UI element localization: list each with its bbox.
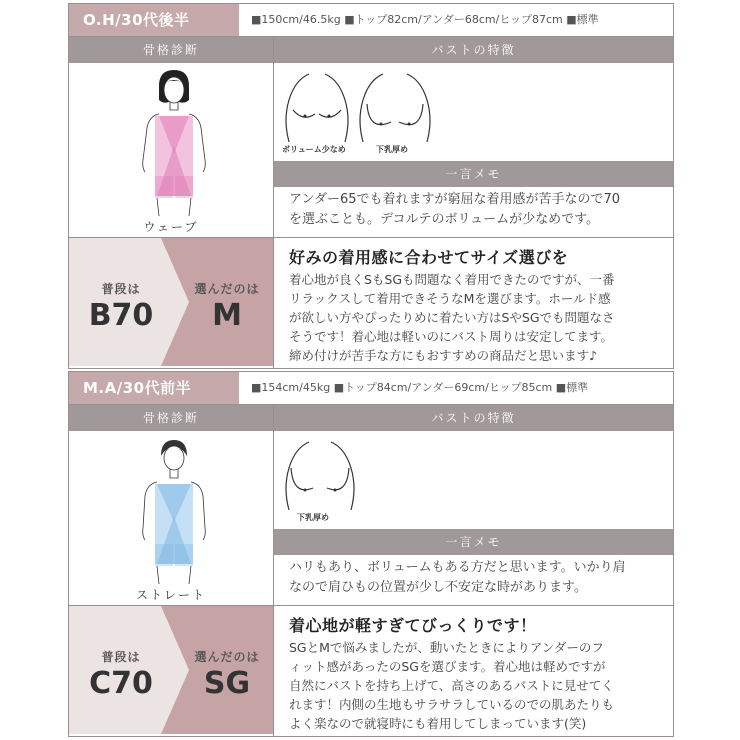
bust-label: バストの特徴: [274, 405, 673, 431]
chosen-label: 選んだのは: [194, 650, 260, 664]
usual-size: B70: [88, 298, 154, 333]
usual-label: 普段は: [101, 282, 141, 296]
memo-line: アンダー65でも着れますが窮屈な着用感が苦手なので70: [289, 192, 621, 207]
frame-type: ウェーブ: [143, 220, 199, 234]
body-figure-illustration: [129, 68, 219, 218]
review-line: そうです！着心地は軽いのにバスト周りは安定してます。: [289, 329, 614, 344]
reviewer-name: M.A/30代前半: [69, 372, 239, 404]
memo-label: 一言メモ: [274, 529, 673, 555]
reviewer-header: [69, 4, 673, 36]
usual-label: 普段は: [101, 650, 141, 664]
chosen-label: 選んだのは: [194, 282, 260, 296]
frame-label: 骨格診断: [69, 405, 273, 431]
size-panel: [69, 238, 273, 366]
review-line: が欲しい方やぴったりめに着たい方はSやSGでも問題なさ: [289, 310, 615, 325]
bust-caption-1: ボリューム少なめ: [282, 145, 346, 154]
review-line: SGとMで悩みましたが、動いたときによりアンダーのフ: [289, 640, 604, 655]
bust-illustration: [281, 438, 361, 518]
bust-illustration: [281, 70, 441, 150]
review-title: 着心地が軽すぎてびっくりです！: [289, 616, 537, 635]
chosen-size: SG: [203, 666, 251, 701]
bust-caption-1: 下乳厚め: [297, 513, 329, 522]
reviewer-header: [69, 372, 673, 404]
usual-size: C70: [89, 666, 153, 701]
memo-label: 一言メモ: [274, 161, 673, 187]
chosen-size: M: [212, 298, 242, 333]
review-body: [289, 270, 615, 365]
review-line: リラックスして着用できそうなMを選びます。ホールド感: [289, 291, 611, 306]
review-card-2: [68, 371, 674, 737]
memo-text: [289, 558, 626, 598]
memo-line: なので肩ひもの位置が少し不安定な時があります。: [289, 580, 587, 595]
review-line: ィット感があったのSGを選びます。着心地は軽めですが: [289, 659, 606, 674]
frame-type: ストレート: [135, 588, 206, 602]
review-line: れます！内側の生地もサラサラしているのでの肌あたりも: [289, 697, 615, 712]
review-line: 締め付けが苦手な方にもおすすめの商品だと思います♪: [289, 348, 598, 363]
review-line: 自然にバストを持ち上げて、高さのあるバストに見せてく: [289, 678, 614, 693]
memo-line: を選ぶことも。デコルテのボリュームが少なめです。: [289, 212, 600, 227]
frame-label: 骨格診断: [69, 37, 273, 63]
body-figure-illustration: [129, 436, 219, 586]
bust-caption-2: 下乳厚め: [376, 145, 408, 154]
review-line: よく楽なので就寝時にも着用してしまっています(笑): [289, 716, 587, 731]
reviewer-stats: ■154cm/45kg ■トップ84cm/アンダー69cm/ヒップ85cm ■標準: [251, 381, 589, 394]
memo-text: [289, 190, 620, 230]
memo-line: ハリもあり、ボリュームもある方だと思います。いかり肩: [289, 560, 626, 575]
review-title: 好みの着用感に合わせてサイズ選びを: [289, 248, 569, 267]
size-panel: [69, 606, 273, 734]
review-body: [289, 638, 614, 733]
review-line: 着心地が良くSもSGも問題なく着用できたのですが、一番: [289, 272, 615, 287]
bust-label: バストの特徴: [274, 37, 673, 63]
reviewer-stats: ■150cm/46.5kg ■トップ82cm/アンダー68cm/ヒップ87cm ■標準: [251, 13, 599, 26]
reviewer-name: O.H/30代後半: [69, 4, 239, 36]
review-card-1: [68, 3, 674, 369]
